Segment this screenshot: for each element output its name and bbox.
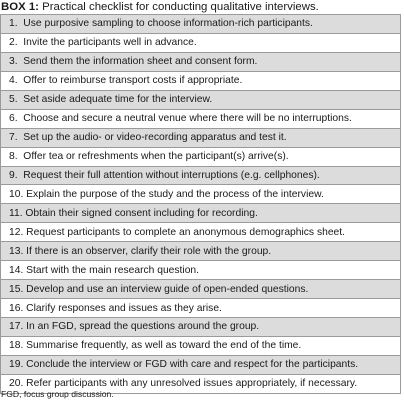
checklist-row: [1, 336, 401, 355]
checklist-row: [1, 15, 401, 34]
checklist-item: 9. Request their full attention without interruptions (e.g. cellphones).: [1, 166, 401, 185]
checklist-item: 20. Refer participants with any unresolved issues appropriately, if necessary.: [1, 374, 401, 393]
checklist-row: [1, 204, 401, 223]
checklist-item: 4. Offer to reimburse transport costs if appropriate.: [1, 71, 401, 90]
checklist-row: [1, 223, 401, 242]
checklist-row: [1, 52, 401, 71]
checklist-item: 17. In an FGD, spread the questions around the group.: [1, 318, 401, 337]
checklist-item: 16. Clarify responses and issues as they arise.: [1, 299, 401, 318]
checklist-item: 14. Start with the main research question.: [1, 261, 401, 280]
checklist-item: 10. Explain the purpose of the study and the process of the interview.: [1, 185, 401, 204]
checklist-item: 3. Send them the information sheet and consent form.: [1, 52, 401, 71]
checklist-row: [1, 33, 401, 52]
checklist-row: [1, 166, 401, 185]
checklist-row: [1, 90, 401, 109]
checklist-row: [1, 280, 401, 299]
checklist-item: 1. Use purposive sampling to choose information-rich participants.: [1, 15, 401, 34]
checklist-item: 18. Summarise frequently, as well as toward the end of the time.: [1, 336, 401, 355]
checklist-item: 11. Obtain their signed consent including for recording.: [1, 204, 401, 223]
checklist-row: [1, 128, 401, 147]
checklist-item: 13. If there is an observer, clarify their role with the group.: [1, 242, 401, 261]
checklist-item: 2. Invite the participants well in advance.: [1, 33, 401, 52]
checklist-row: [1, 299, 401, 318]
checklist-table: [0, 14, 401, 394]
checklist-row: [1, 355, 401, 374]
checklist-row: [1, 71, 401, 90]
checklist-row: [1, 318, 401, 337]
box-title: [1, 0, 319, 14]
checklist-item: 8. Offer tea or refreshments when the participant(s) arrive(s).: [1, 147, 401, 166]
checklist-row: [1, 261, 401, 280]
checklist-item: 6. Choose and secure a neutral venue where there will be no interruptions.: [1, 109, 401, 128]
checklist-row: [1, 109, 401, 128]
checklist-item: 12. Request participants to complete an anonymous demographics sheet.: [1, 223, 401, 242]
footnote: FGD, focus group discussion.: [1, 389, 114, 399]
checklist-row: [1, 147, 401, 166]
box-label: BOX 1:: [1, 1, 39, 13]
checklist-row: [1, 185, 401, 204]
checklist-item: 7. Set up the audio- or video-recording apparatus and test it.: [1, 128, 401, 147]
checklist-item: 5. Set aside adequate time for the interview.: [1, 90, 401, 109]
box-title-text: Practical checklist for conducting qualitative interviews.: [42, 1, 319, 13]
checklist-item: 19. Conclude the interview or FGD with care and respect for the participants.: [1, 355, 401, 374]
checklist-item: 15. Develop and use an interview guide of open-ended questions.: [1, 280, 401, 299]
checklist-row: [1, 242, 401, 261]
